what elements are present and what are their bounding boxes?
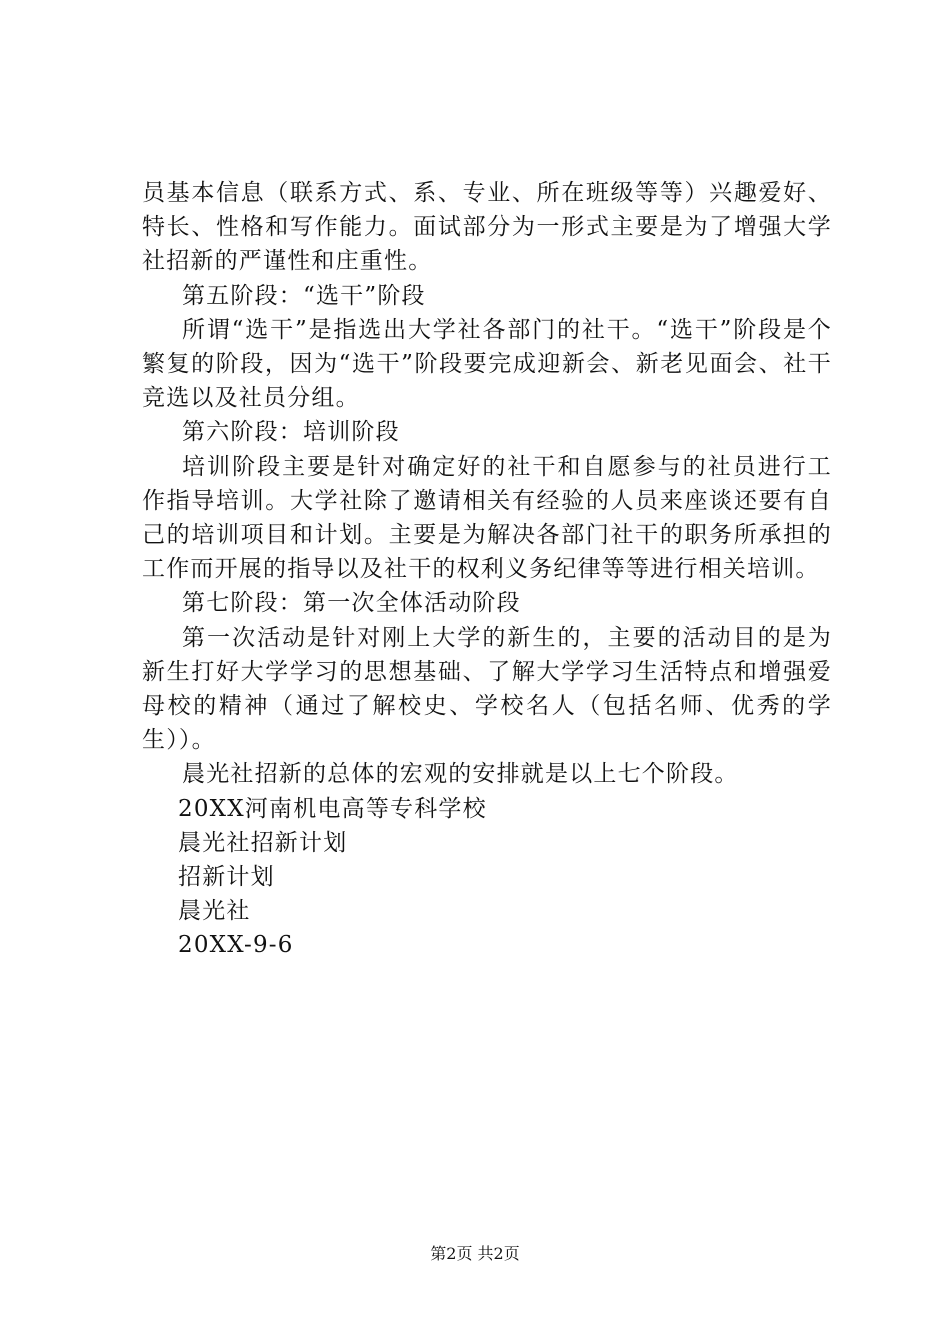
signature-date: 20XX-9-6	[178, 932, 294, 959]
paragraph-continuation: 员基本信息（联系方式、系、专业、所在班级等等）兴趣爱好、特长、性格和写作能力。面试部分为一形式主要是为了增强大学社招新的严谨性和庄重性。	[142, 180, 832, 275]
document-body	[142, 176, 832, 963]
stage-six-paragraph: 培训阶段主要是针对确定好的社干和自愿参与的社员进行工作指导培训。大学社除了邀请相关有经验的人员来座谈还要有自己的培训项目和计划。主要是为解决各部门社干的职务所承担的工作而开展的指导以及社干的权利义务纪律等等进行相关培训。	[142, 453, 832, 583]
signature-plan-title: 晨光社招新计划	[178, 829, 348, 856]
stage-six-heading: 第六阶段：培训阶段	[182, 419, 400, 446]
summary-paragraph: 晨光社招新的总体的宏观的安排就是以上七个阶段。	[182, 761, 739, 788]
signature-school: 20XX河南机电高等专科学校	[178, 795, 487, 822]
stage-seven-heading: 第七阶段：第一次全体活动阶段	[182, 590, 521, 617]
signature-block	[142, 792, 832, 963]
stage-five-paragraph: 所谓“选干”是指选出大学社各部门的社干。“选干”阶段是个繁复的阶段，因为“选干”阶段要完成迎新会、新老见面会、社干竞选以及社员分组。	[142, 316, 832, 412]
signature-club: 晨光社	[178, 898, 251, 925]
signature-plan-short: 招新计划	[178, 864, 275, 891]
page-footer: 第2页 共2页	[430, 1244, 520, 1263]
stage-five-heading: 第五阶段：“选干”阶段	[182, 282, 426, 309]
stage-seven-paragraph: 第一次活动是针对刚上大学的新生的，主要的活动目的是为新生打好大学学习的思想基础、了解大学学习生活特点和增强爱母校的精神（通过了解校史、学校名人（包括名师、优秀的学生））。	[142, 624, 832, 754]
